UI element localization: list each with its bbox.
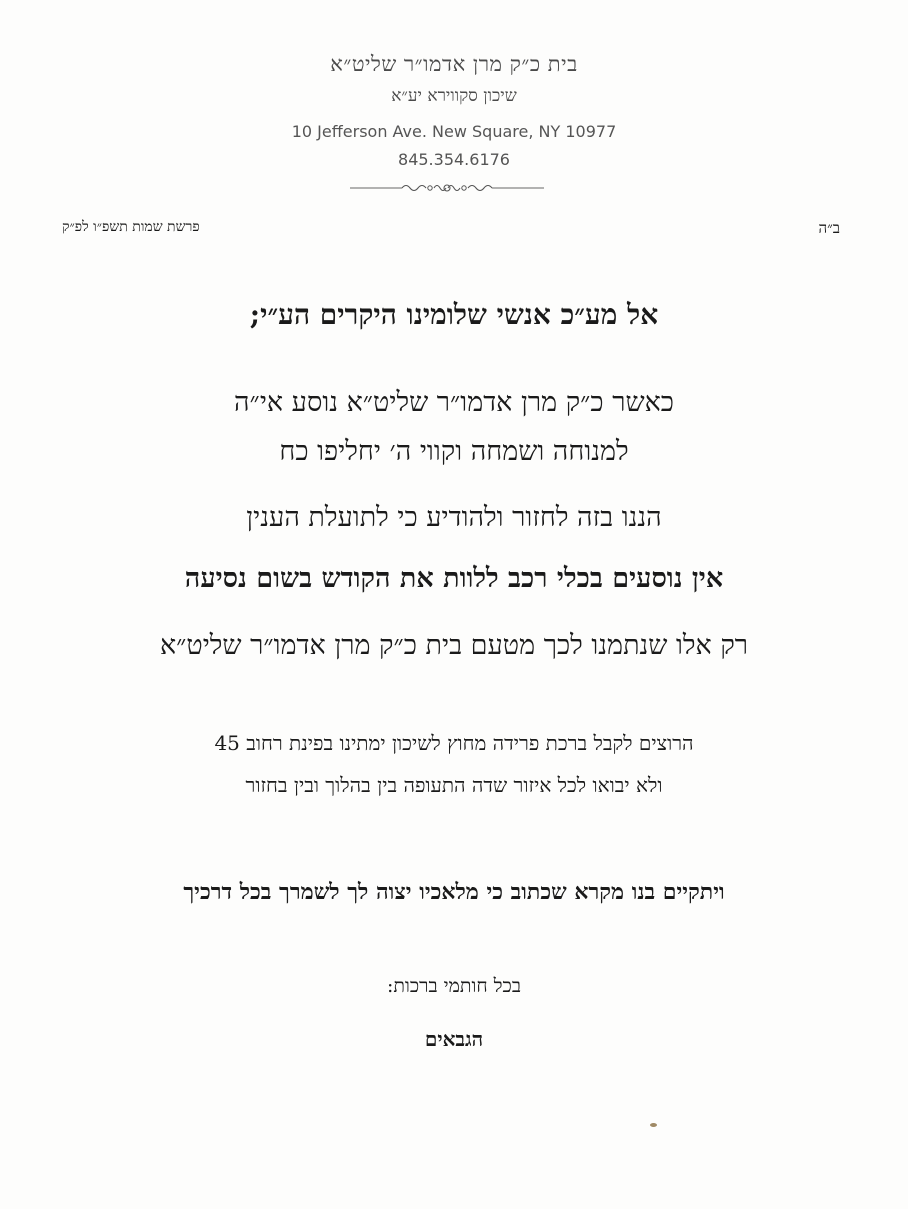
body-line-4-emphasis: אין נוסעים בכלי רכב ללוות את הקודש בשום נסיעה (184, 563, 724, 594)
letterhead-community: שיכון סקווירא יע״א (391, 86, 517, 106)
letterhead-address: 10 Jefferson Ave. New Square, NY 10977 (291, 122, 617, 141)
body-line-5: רק אלו שנתמנו לכך מטעם בית כ״ק מרן אדמו״ר שליט״א (159, 630, 749, 661)
body-line-3: הננו בזה לחזור ולהודיע כי לתועלת הענין (246, 502, 662, 533)
paper-speck (650, 1123, 657, 1127)
letterhead-org-name: בית כ״ק מרן אדמו״ר שליט״א (330, 52, 578, 76)
signature: הגבאים (424, 1027, 484, 1051)
blessing-line: ויתקיים בנו מקרא שכתוב כי מלאכיו יצוה לך לשמרך בכל דרכיך (183, 879, 725, 905)
bh-mark: ב״ה (818, 219, 840, 237)
body-line-6: הרוצים לקבל ברכת פרידה מחוץ לשיכון ימתינו בפינת רחוב 45 (214, 731, 694, 755)
salutation: אל מע״כ אנשי שלומינו היקרים הע״י; (249, 298, 659, 331)
closing-line: בכל חותמי ברכות: (387, 975, 521, 997)
ornament-divider (350, 181, 544, 195)
parsha-date: פרשת שמות תשפ״ו לפ״ק (62, 219, 200, 235)
body-line-1: כאשר כ״ק מרן אדמו״ר שליט״א נוסע אי״ה (234, 387, 674, 418)
letterhead-phone: 845.354.6176 (398, 150, 510, 169)
body-line-2: למנוחה ושמחה וקווי ה׳ יחליפו כח (279, 436, 629, 467)
body-line-7: ולא יבואו לכל איזור שדה התעופה בין בהלוך ובין בחזור (245, 773, 663, 797)
